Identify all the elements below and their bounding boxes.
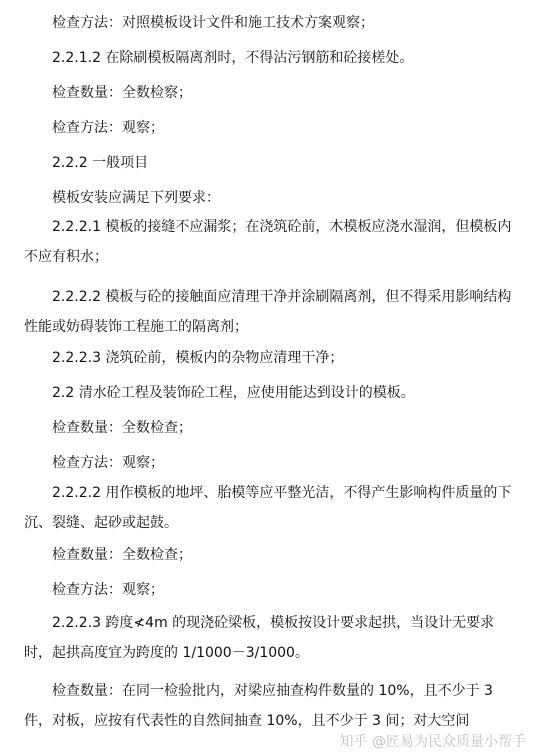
paragraph-3: 检查数量：全数检察； [52, 85, 192, 101]
watermark: 知乎 @匠易为民众质量小帮手 [339, 734, 526, 750]
paragraph-17: 检查数量：在同一检验批内，对梁应抽查构件数量的 10%，且不少于 3 件，对板，应按有代表性的自然间抽查 10%，且不少于 3 间；对大空间 [24, 683, 493, 729]
paragraph-4: 检查方法：观察； [52, 120, 164, 136]
paragraph-14: 检查数量：全数检查； [52, 547, 192, 563]
paragraph-5: 2.2.2 一般项目 [52, 155, 149, 171]
paragraph-1: 检查方法：对照模板设计文件和施工技术方案观察； [52, 15, 374, 31]
paragraph-13: 2.2.2.2 用作模板的地坪、胎模等应平整光洁，不得产生影响构件质量的下沉、裂缝、起砂或起鼓。 [24, 485, 512, 531]
paragraph-8: 2.2.2.2 模板与砼的接触面应清理干净并涂刷隔离剂，但不得采用影响结构性能或妨碍装饰工程施工的隔离剂； [24, 289, 512, 335]
paragraph-15: 检查方法：观察； [52, 582, 164, 598]
paragraph-12: 检查方法：观察； [52, 455, 164, 471]
paragraph-10: 2.2 清水砼工程及装饰砼工程，应使用能达到设计的模板。 [52, 385, 415, 401]
paragraph-2: 2.2.1.2 在除刷模板隔离剂时，不得沾污钢筋和砼接槎处。 [52, 50, 414, 66]
paragraph-7: 2.2.2.1 模板的接缝不应漏浆；在浇筑砼前，木模板应浇水湿润，但模板内不应有积水； [24, 219, 512, 265]
paragraph-9: 2.2.2.3 浇筑砼前，模板内的杂物应清理干净； [52, 350, 344, 366]
paragraph-11: 检查数量：全数检查； [52, 420, 192, 436]
paragraph-6: 模板安装应满足下列要求： [52, 190, 220, 206]
paragraph-16: 2.2.2.3 跨度≮4m 的现浇砼梁板，模板按设计要求起拱，当设计无要求时，起拱高度宜为跨度的 1/1000－3/1000。 [24, 615, 495, 661]
